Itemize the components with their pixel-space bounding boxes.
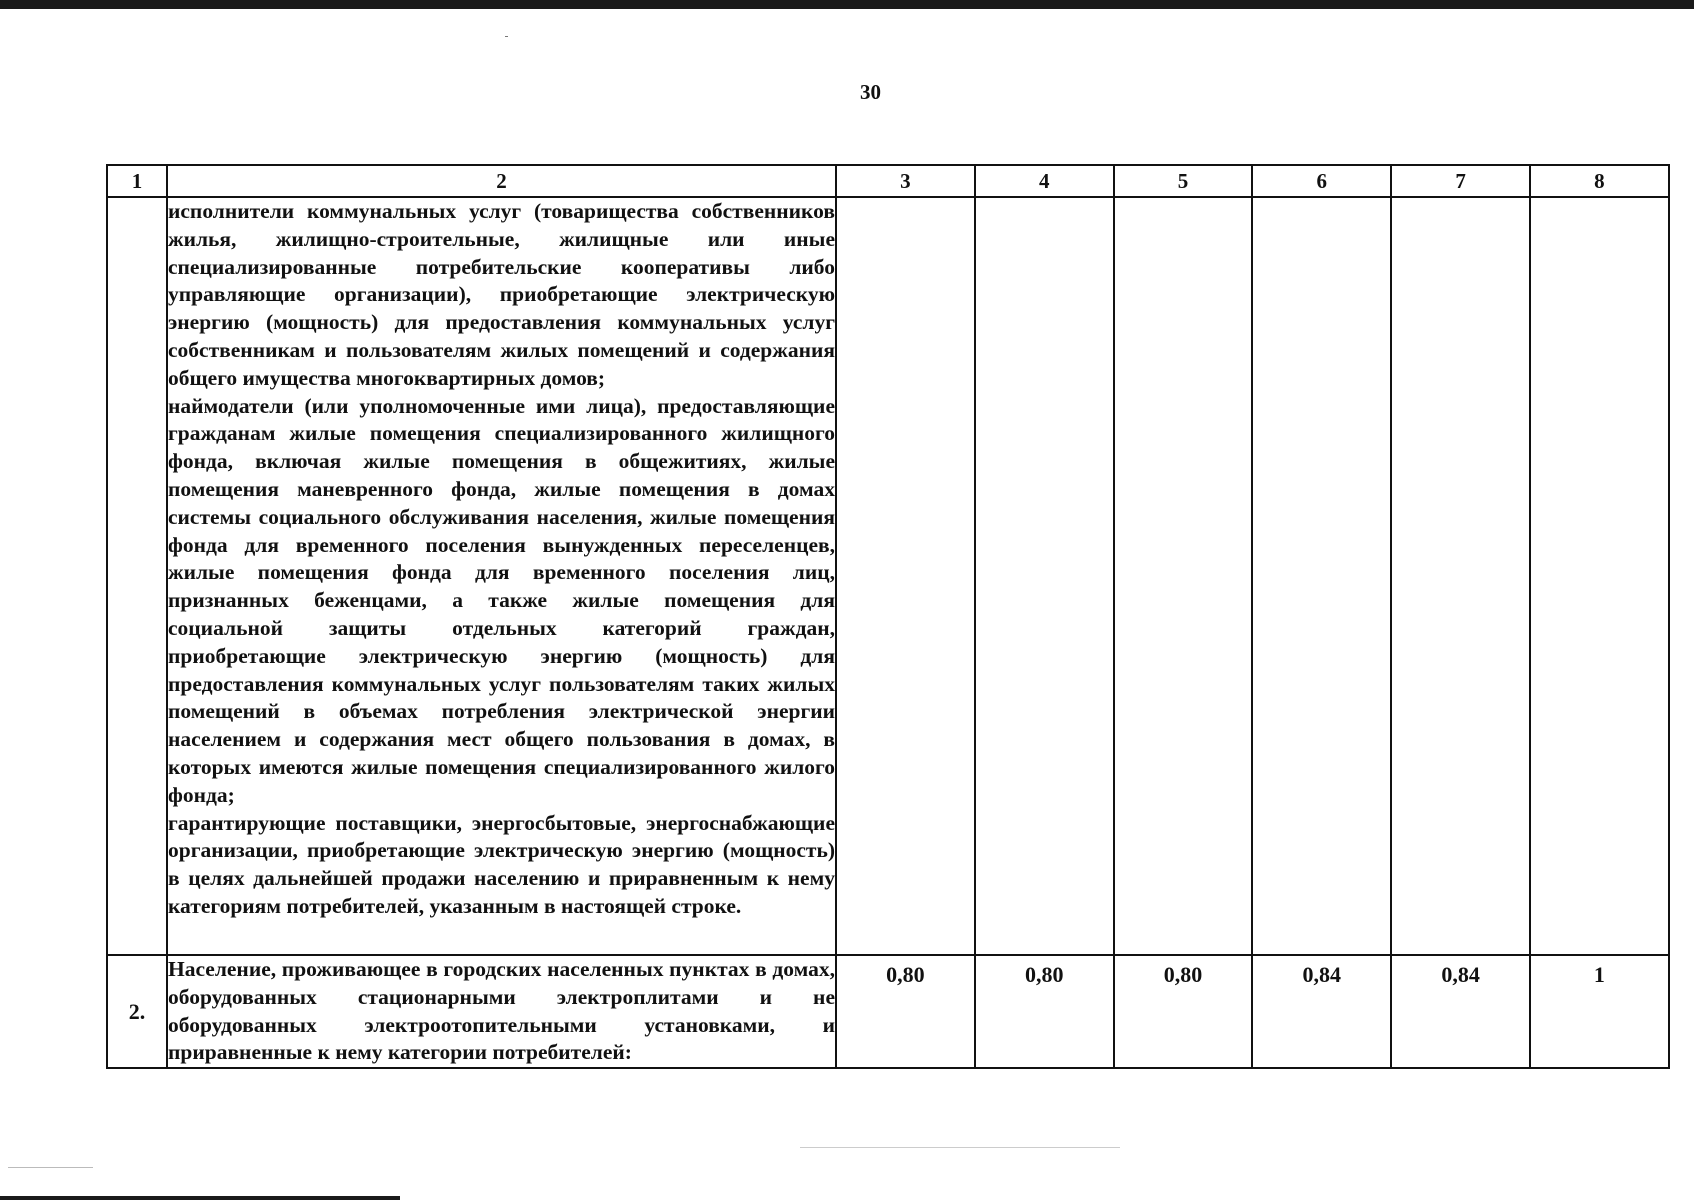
table-header-row xyxy=(107,165,1669,197)
column-header: 3 xyxy=(836,165,975,197)
value-cell xyxy=(1252,197,1391,955)
scan-speck xyxy=(505,36,508,37)
value-cell: 0,84 xyxy=(1252,955,1391,1068)
value-cell xyxy=(1391,197,1530,955)
description-paragraph: исполнители коммунальных услуг (товарищества собственников жилья, жилищно-строительные, жилищные или иные специализированные потребительские кооперативы либо управляющие организации), приобретающие электрическую энергию (мощность) для предоставления коммунальных услуг собственникам и пользователям жилых помещений и содержания общего имущества многоквартирных домов; xyxy=(168,199,835,390)
row-number: 2. xyxy=(107,955,167,1068)
column-header: 7 xyxy=(1391,165,1530,197)
scan-edge-bottom xyxy=(0,1196,400,1200)
value-cell: 0,80 xyxy=(836,955,975,1068)
value-cell: 0,80 xyxy=(975,955,1114,1068)
value-cell xyxy=(836,197,975,955)
table-row xyxy=(107,955,1669,1068)
column-header: 2 xyxy=(167,165,836,197)
value-cell: 0,84 xyxy=(1391,955,1530,1068)
value-cell: 1 xyxy=(1530,955,1669,1068)
row-description xyxy=(167,955,836,1068)
value-cell xyxy=(1530,197,1669,955)
column-header: 6 xyxy=(1252,165,1391,197)
table-row xyxy=(107,197,1669,955)
value-cell xyxy=(975,197,1114,955)
scan-edge-top xyxy=(0,0,1694,9)
column-header: 5 xyxy=(1114,165,1253,197)
row-number xyxy=(107,197,167,955)
value-cell: 0,80 xyxy=(1114,955,1253,1068)
tariff-table xyxy=(106,164,1670,1069)
column-header: 8 xyxy=(1530,165,1669,197)
description-paragraph: Население, проживающее в городских населенных пунктах в домах, оборудованных стационарными электроплитами и не оборудованных электроотопительными установками, и приравненные к нему категории потребителей: xyxy=(168,957,835,1065)
description-paragraph: наймодатели (или уполномоченные ими лица), предоставляющие гражданам жилые помещения специализированного жилищного фонда, включая жилые помещения в общежитиях, жилые помещения маневренного фонда, жилые помещения в домах системы социального обслуживания населения, жилые помещения фонда для временного поселения вынужденных переселенцев, жилые помещения фонда для временного поселения лиц, признанных беженцами, а также жилые помещения для социальной защиты отдельных категорий граждан, приобретающие электрическую энергию (мощность) для предоставления коммунальных услуг пользователям таких жилых помещений в объемах потребления электрической энергии населением и содержания мест общего пользования в домах, в которых имеются жилые помещения специализированного жилого фонда; xyxy=(168,393,835,807)
page-number: 30 xyxy=(860,80,881,104)
scan-speck xyxy=(8,1167,93,1168)
column-header: 1 xyxy=(107,165,167,197)
value-cell xyxy=(1114,197,1253,955)
column-header: 4 xyxy=(975,165,1114,197)
description-paragraph: гарантирующие поставщики, энергосбытовые, энергоснабжающие организации, приобретающие электрическую энергию (мощность) в целях дальнейшей продажи населению и приравненным к нему категориям потребителей, указанным в настоящей строке. xyxy=(168,810,835,918)
row-description xyxy=(167,197,836,955)
scan-speck xyxy=(800,1147,1120,1148)
